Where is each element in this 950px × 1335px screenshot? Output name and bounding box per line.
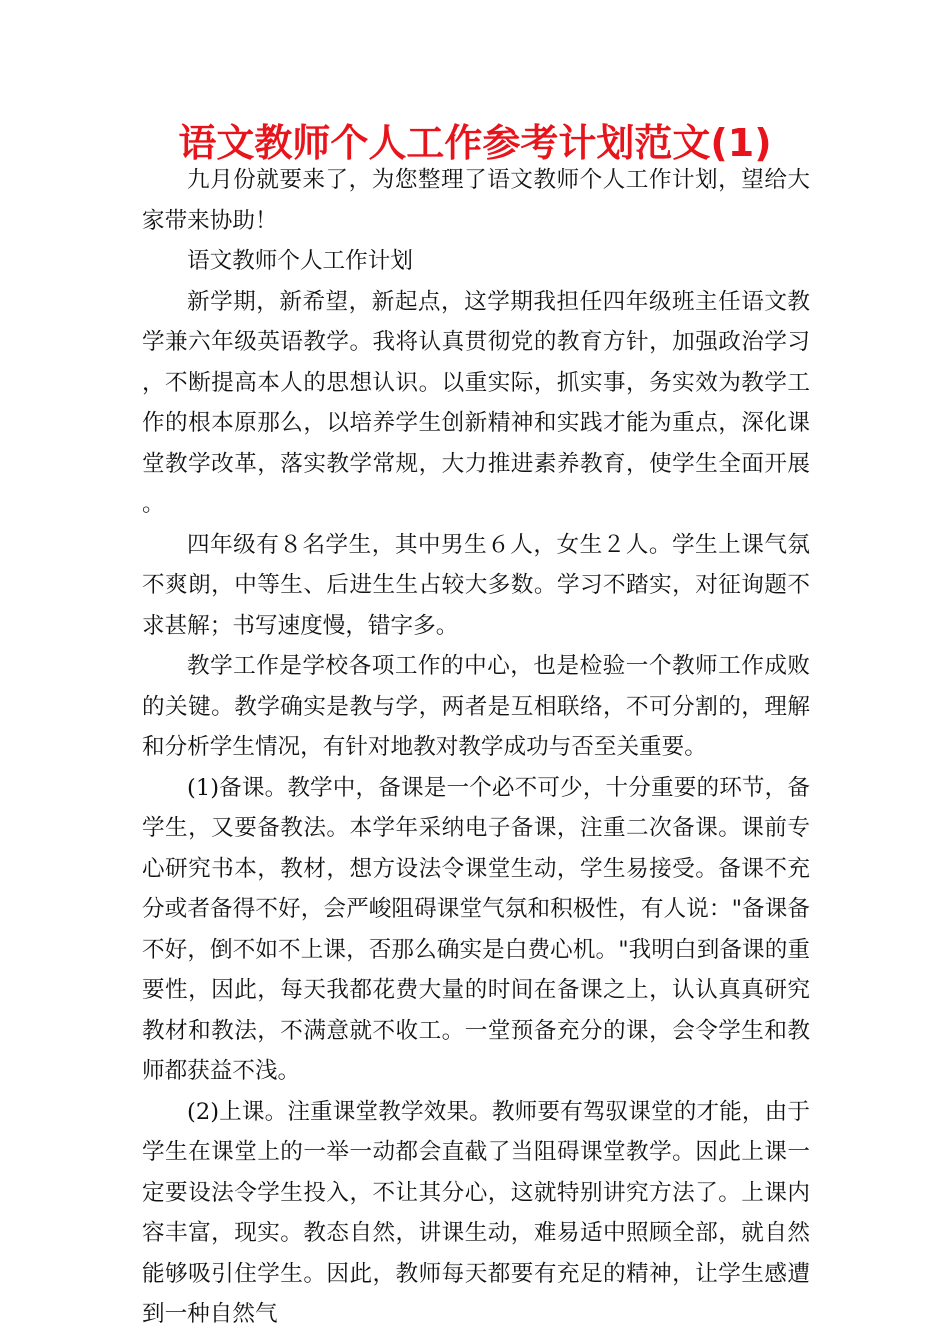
- paragraph-class-situation: 四年级有８名学生，其中男生６人，女生２人。学生上课气氛不爽朗，中等生、后进生生占较大多数。学习不踏实，对征询题不求甚解；书写速度慢，错字多。: [142, 531, 810, 639]
- document-body: [142, 160, 810, 1335]
- paragraph-subtitle: 语文教师个人工作计划: [187, 248, 413, 274]
- document-title: 语文教师个人工作参考计划范文(1): [178, 121, 772, 165]
- paragraph-new-semester: 新学期，新希望，新起点，这学期我担任四年级班主任语文教学兼六年级英语教学。我将认真贯彻党的教育方针，加强政治学习，不断提高本人的思想认识。以重实际，抓实事，务实效为教学工作的根本原那么，以培养学生创新精神和实践才能为重点，深化课堂教学改革，落实教学常规，大力推进素养教育，使学生全面开展。: [142, 288, 810, 517]
- paragraph-lesson-preparation: (1)备课。教学中，备课是一个必不可少，十分重要的环节，备学生，又要备教法。本学年采纳电子备课，注重二次备课。课前专心研究书本，教材，想方设法令课堂生动，学生易接受。备课不充分或者备得不好，会严峻阻碍课堂气氛和积极性，有人说："备课备不好，倒不如不上课，否那么确实是白费心机。"我明白到备课的重要性，因此，每天我都花费大量的时间在备课之上，认认真真研究教材和教法，不满意就不收工。一堂预备充分的课，会令学生和教师都获益不浅。: [142, 774, 810, 1084]
- paragraph-teaching-work: 教学工作是学校各项工作的中心，也是检验一个教师工作成败的关键。教学确实是教与学，两者是互相联络，不可分割的，理解和分析学生情况，有针对地教对教学成功与否至关重要。: [142, 653, 810, 760]
- paragraph-intro: 九月份就要来了，为您整理了语文教师个人工作计划，望给大家带来协助！: [142, 167, 810, 234]
- paragraph-classroom-teaching: (2)上课。注重课堂教学效果。教师要有驾驭课堂的才能，由于学生在课堂上的一举一动都会直截了当阻碍课堂教学。因此上课一定要设法令学生投入，不让其分心，这就特别讲究方法了。上课内容丰富，现实。教态自然，讲课生动，难易适中照顾全部，就自然能够吸引住学生。因此，教师每天都要有充足的精神，让学生感遭到一种自然气: [142, 1098, 810, 1327]
